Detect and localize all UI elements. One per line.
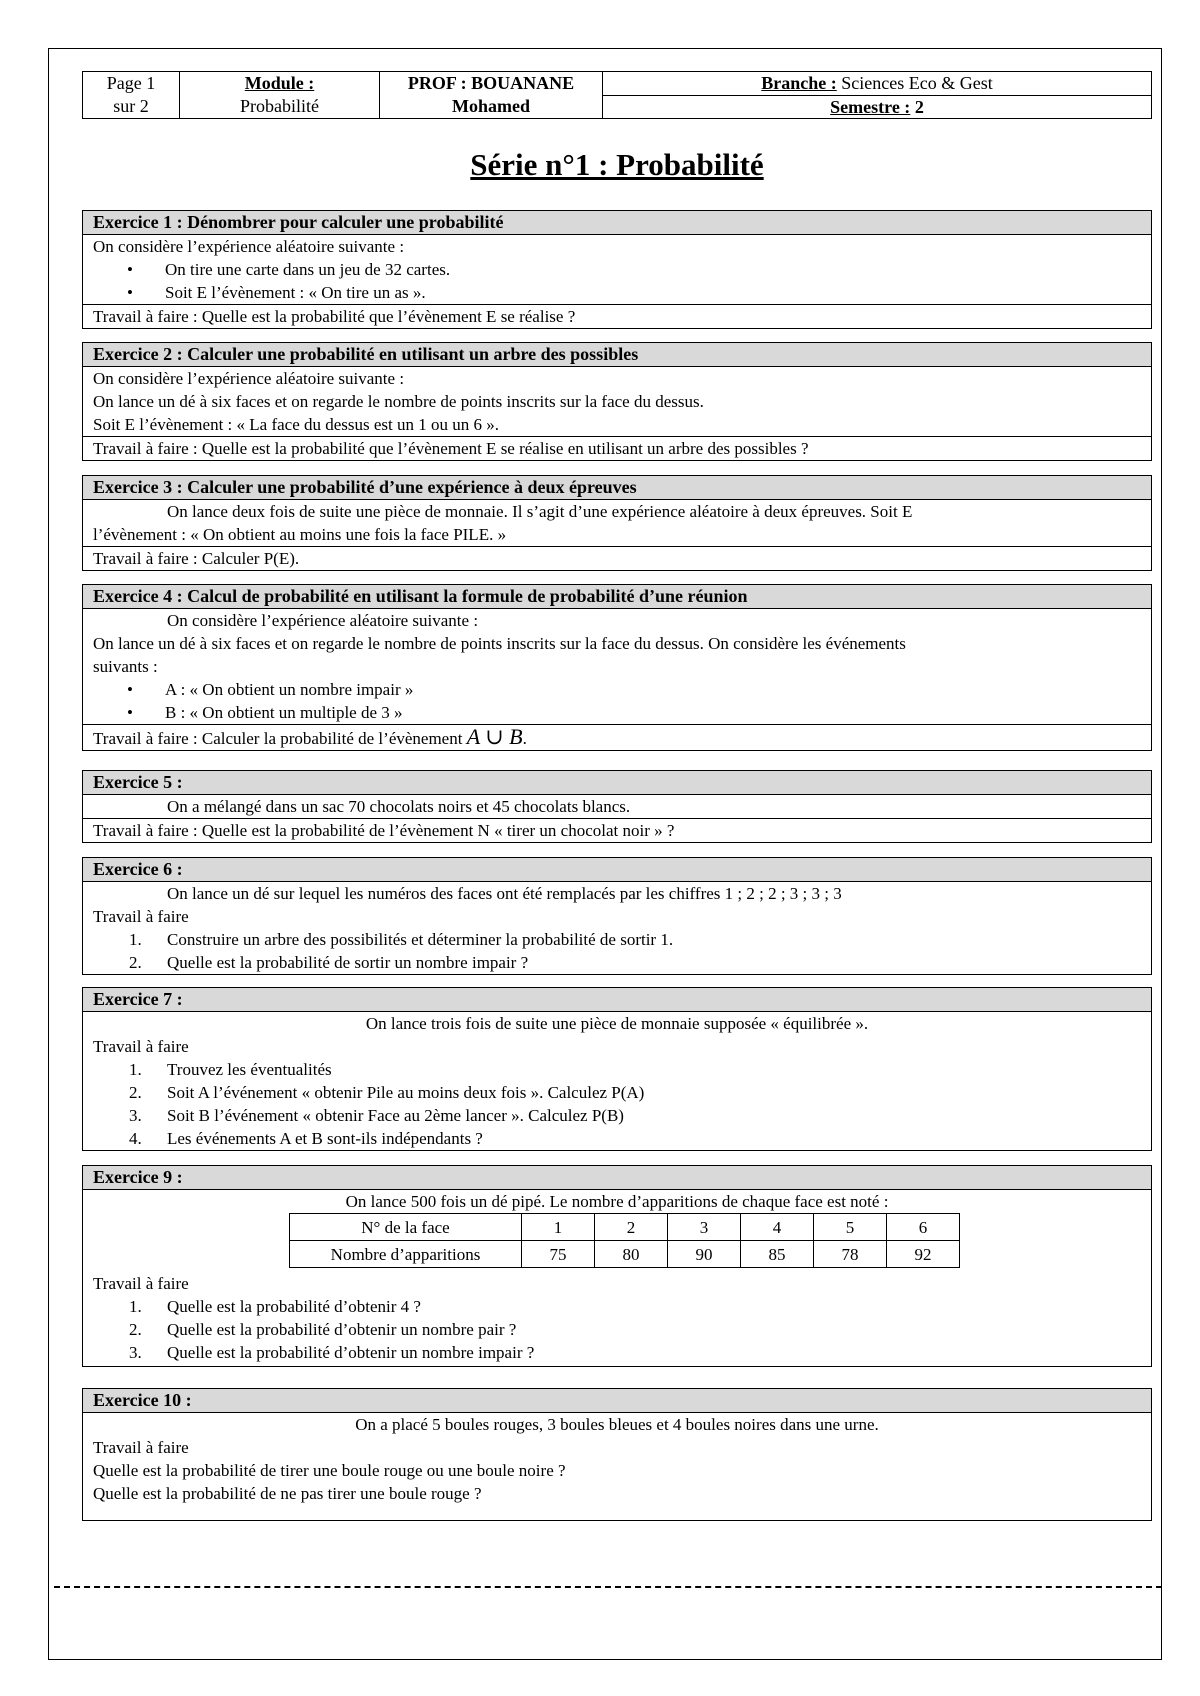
list-item: • A : « On obtient un nombre impair » bbox=[93, 678, 1141, 701]
table-cell: 80 bbox=[595, 1241, 668, 1268]
exercise-1-line: On considère l’expérience aléatoire suivante : bbox=[93, 237, 405, 256]
branche-value: Sciences Eco & Gest bbox=[836, 73, 993, 93]
table-cell: 1 bbox=[522, 1214, 595, 1241]
table-cell: 6 bbox=[887, 1214, 960, 1241]
module-label: Module : bbox=[244, 73, 315, 93]
table-cell: 3 bbox=[668, 1214, 741, 1241]
table-cell: 2 bbox=[595, 1214, 668, 1241]
exercise-10-line: Quelle est la probabilité de tirer une boule rouge ou une boule noire ? bbox=[93, 1461, 566, 1480]
exercise-2-heading: Exercice 2 : Calculer une probabilité en utilisant un arbre des possibles bbox=[83, 343, 1151, 367]
exercise-2-line: On lance un dé à six faces et on regarde le nombre de points inscrits sur la face du dessus. bbox=[93, 392, 704, 411]
module-value: Probabilité bbox=[240, 95, 319, 116]
exercise-4-line: On considère l’expérience aléatoire suivante : bbox=[167, 611, 479, 630]
table-cell: 78 bbox=[814, 1241, 887, 1268]
page-title: Série n°1 : Probabilité bbox=[470, 147, 764, 182]
exercise-10-heading: Exercice 10 : bbox=[83, 1389, 1151, 1413]
exercise-9-task-label: Travail à faire bbox=[93, 1274, 189, 1293]
exercise-9-body bbox=[83, 1190, 1151, 1366]
table-row bbox=[290, 1214, 960, 1241]
exercise-4 bbox=[82, 584, 1152, 751]
exercise-5-heading: Exercice 5 : bbox=[83, 771, 1151, 795]
exercise-9-heading: Exercice 9 : bbox=[83, 1166, 1151, 1190]
list-item: 1. Trouvez les éventualités bbox=[129, 1060, 332, 1079]
exercise-2-body bbox=[83, 367, 1151, 436]
exercise-2-line: Soit E l’évènement : « La face du dessus est un 1 ou un 6 ». bbox=[93, 415, 500, 434]
table-cell: 5 bbox=[814, 1214, 887, 1241]
exercise-3-heading: Exercice 3 : Calculer une probabilité d’une expérience à deux épreuves bbox=[83, 476, 1151, 500]
branche-label: Branche : bbox=[761, 73, 837, 93]
table-row bbox=[290, 1241, 960, 1268]
branche-cell bbox=[603, 72, 1152, 96]
exercise-6-body bbox=[83, 882, 1151, 974]
exercise-7-body bbox=[83, 1012, 1151, 1150]
table-cell: 75 bbox=[522, 1241, 595, 1268]
exercise-4-heading: Exercice 4 : Calcul de probabilité en utilisant la formule de probabilité d’une réunion bbox=[83, 585, 1151, 609]
list-item: 1. Quelle est la probabilité d’obtenir 4 ? bbox=[129, 1297, 421, 1316]
exercise-4-task: Travail à faire : Calculer la probabilité de l’évènement A ∪ B. bbox=[83, 724, 1151, 750]
semestre-cell bbox=[603, 95, 1152, 119]
exercise-3-body bbox=[83, 500, 1151, 546]
exercise-7 bbox=[82, 987, 1152, 1151]
exercise-4-body bbox=[83, 609, 1151, 724]
union-formula: A ∪ B bbox=[466, 724, 523, 749]
list-item: 2. Quelle est la probabilité d’obtenir un nombre pair ? bbox=[129, 1320, 517, 1339]
exercise-1 bbox=[82, 210, 1152, 329]
exercise-10-line: Quelle est la probabilité de ne pas tirer une boule rouge ? bbox=[93, 1484, 482, 1503]
list-item: 4. Les événements A et B sont-ils indépendants ? bbox=[129, 1129, 483, 1148]
header-table bbox=[82, 71, 1152, 119]
exercise-10-line: On a placé 5 boules rouges, 3 boules bleues et 4 boules noires dans une urne. bbox=[355, 1415, 879, 1434]
table-cell: 92 bbox=[887, 1241, 960, 1268]
exercise-7-line: On lance trois fois de suite une pièce de monnaie supposée « équilibrée ». bbox=[365, 1014, 869, 1033]
exercise-3-line: On lance deux fois de suite une pièce de monnaie. Il s’agit d’une expérience aléatoire à deux épreuves. Soit E bbox=[167, 502, 913, 521]
exercise-4-line: On lance un dé à six faces et on regarde le nombre de points inscrits sur la face du dessus. On considère les événements bbox=[93, 634, 906, 653]
exercise-10 bbox=[82, 1388, 1152, 1521]
list-item: 3. Soit B l’événement « obtenir Face au 2ème lancer ». Calculez P(B) bbox=[129, 1106, 624, 1125]
list-item: 2. Soit A l’événement « obtenir Pile au moins deux fois ». Calculez P(A) bbox=[129, 1083, 645, 1102]
table-cell: 90 bbox=[668, 1241, 741, 1268]
prof-name-line2: Mohamed bbox=[452, 95, 530, 116]
exercise-6-heading: Exercice 6 : bbox=[83, 858, 1151, 882]
exercise-6-line: Travail à faire bbox=[93, 907, 189, 926]
exercise-7-heading: Exercice 7 : bbox=[83, 988, 1151, 1012]
list-item: 1. Construire un arbre des possibilités et déterminer la probabilité de sortir 1. bbox=[129, 930, 674, 949]
list-item: • On tire une carte dans un jeu de 32 cartes. bbox=[93, 258, 1141, 281]
exercise-4-task-text: Travail à faire : Calculer la probabilité de l’évènement bbox=[93, 729, 467, 748]
exercise-5 bbox=[82, 770, 1152, 843]
page-number: Page 1 bbox=[106, 73, 156, 93]
exercise-5-body bbox=[83, 795, 1151, 818]
exercise-3-line: l’évènement : « On obtient au moins une fois la face PILE. » bbox=[93, 525, 507, 544]
prof-cell bbox=[380, 72, 603, 119]
exercise-2 bbox=[82, 342, 1152, 461]
exercise-6-line: On lance un dé sur lequel les numéros des faces ont été remplacés par les chiffres 1 ; 2 ; 2 ; 3 ; 3 ; 3 bbox=[167, 884, 842, 903]
exercise-2-line: On considère l’expérience aléatoire suivante : bbox=[93, 369, 405, 388]
list-item: • B : « On obtient un multiple de 3 » bbox=[93, 701, 1141, 724]
list-item: 2. Quelle est la probabilité de sortir un nombre impair ? bbox=[129, 953, 529, 972]
exercise-4-line: suivants : bbox=[93, 657, 158, 676]
page-total: sur 2 bbox=[113, 95, 149, 116]
exercise-1-heading: Exercice 1 : Dénombrer pour calculer une probabilité bbox=[83, 211, 1151, 235]
exercise-3 bbox=[82, 475, 1152, 571]
exercise-1-task: Travail à faire : Quelle est la probabilité que l’évènement E se réalise ? bbox=[83, 304, 1151, 328]
exercise-1-body bbox=[83, 235, 1151, 304]
exercise-5-line: On a mélangé dans un sac 70 chocolats noirs et 45 chocolats blancs. bbox=[167, 797, 631, 816]
exercise-3-task: Travail à faire : Calculer P(E). bbox=[83, 546, 1151, 570]
exercise-6 bbox=[82, 857, 1152, 975]
table-row-header: Nombre d’apparitions bbox=[290, 1241, 522, 1268]
table-cell: 85 bbox=[741, 1241, 814, 1268]
module-cell bbox=[180, 72, 380, 119]
semestre-value: 2 bbox=[910, 96, 924, 117]
list-item: 3. Quelle est la probabilité d’obtenir un nombre impair ? bbox=[129, 1343, 535, 1362]
exercise-10-body bbox=[83, 1413, 1151, 1505]
exercise-9 bbox=[82, 1165, 1152, 1367]
exercise-7-line: Travail à faire bbox=[93, 1037, 189, 1056]
table-row-header: N° de la face bbox=[290, 1214, 522, 1241]
face-count-table bbox=[289, 1213, 960, 1268]
cut-line-divider bbox=[54, 1586, 1162, 1588]
prof-name-line1: PROF : BOUANANE bbox=[407, 73, 575, 93]
exercise-2-task: Travail à faire : Quelle est la probabilité que l’évènement E se réalise en utilisant un arbre des possibles ? bbox=[83, 436, 1151, 460]
table-cell: 4 bbox=[741, 1214, 814, 1241]
list-item: • Soit E l’évènement : « On tire un as ». bbox=[93, 281, 1141, 304]
exercise-5-task: Travail à faire : Quelle est la probabilité de l’évènement N « tirer un chocolat noir » ? bbox=[83, 818, 1151, 842]
exercise-9-intro: On lance 500 fois un dé pipé. Le nombre d’apparitions de chaque face est noté : bbox=[345, 1192, 889, 1211]
page-number-cell bbox=[83, 72, 180, 119]
semestre-label: Semestre : bbox=[830, 96, 911, 117]
exercise-10-line: Travail à faire bbox=[93, 1438, 189, 1457]
